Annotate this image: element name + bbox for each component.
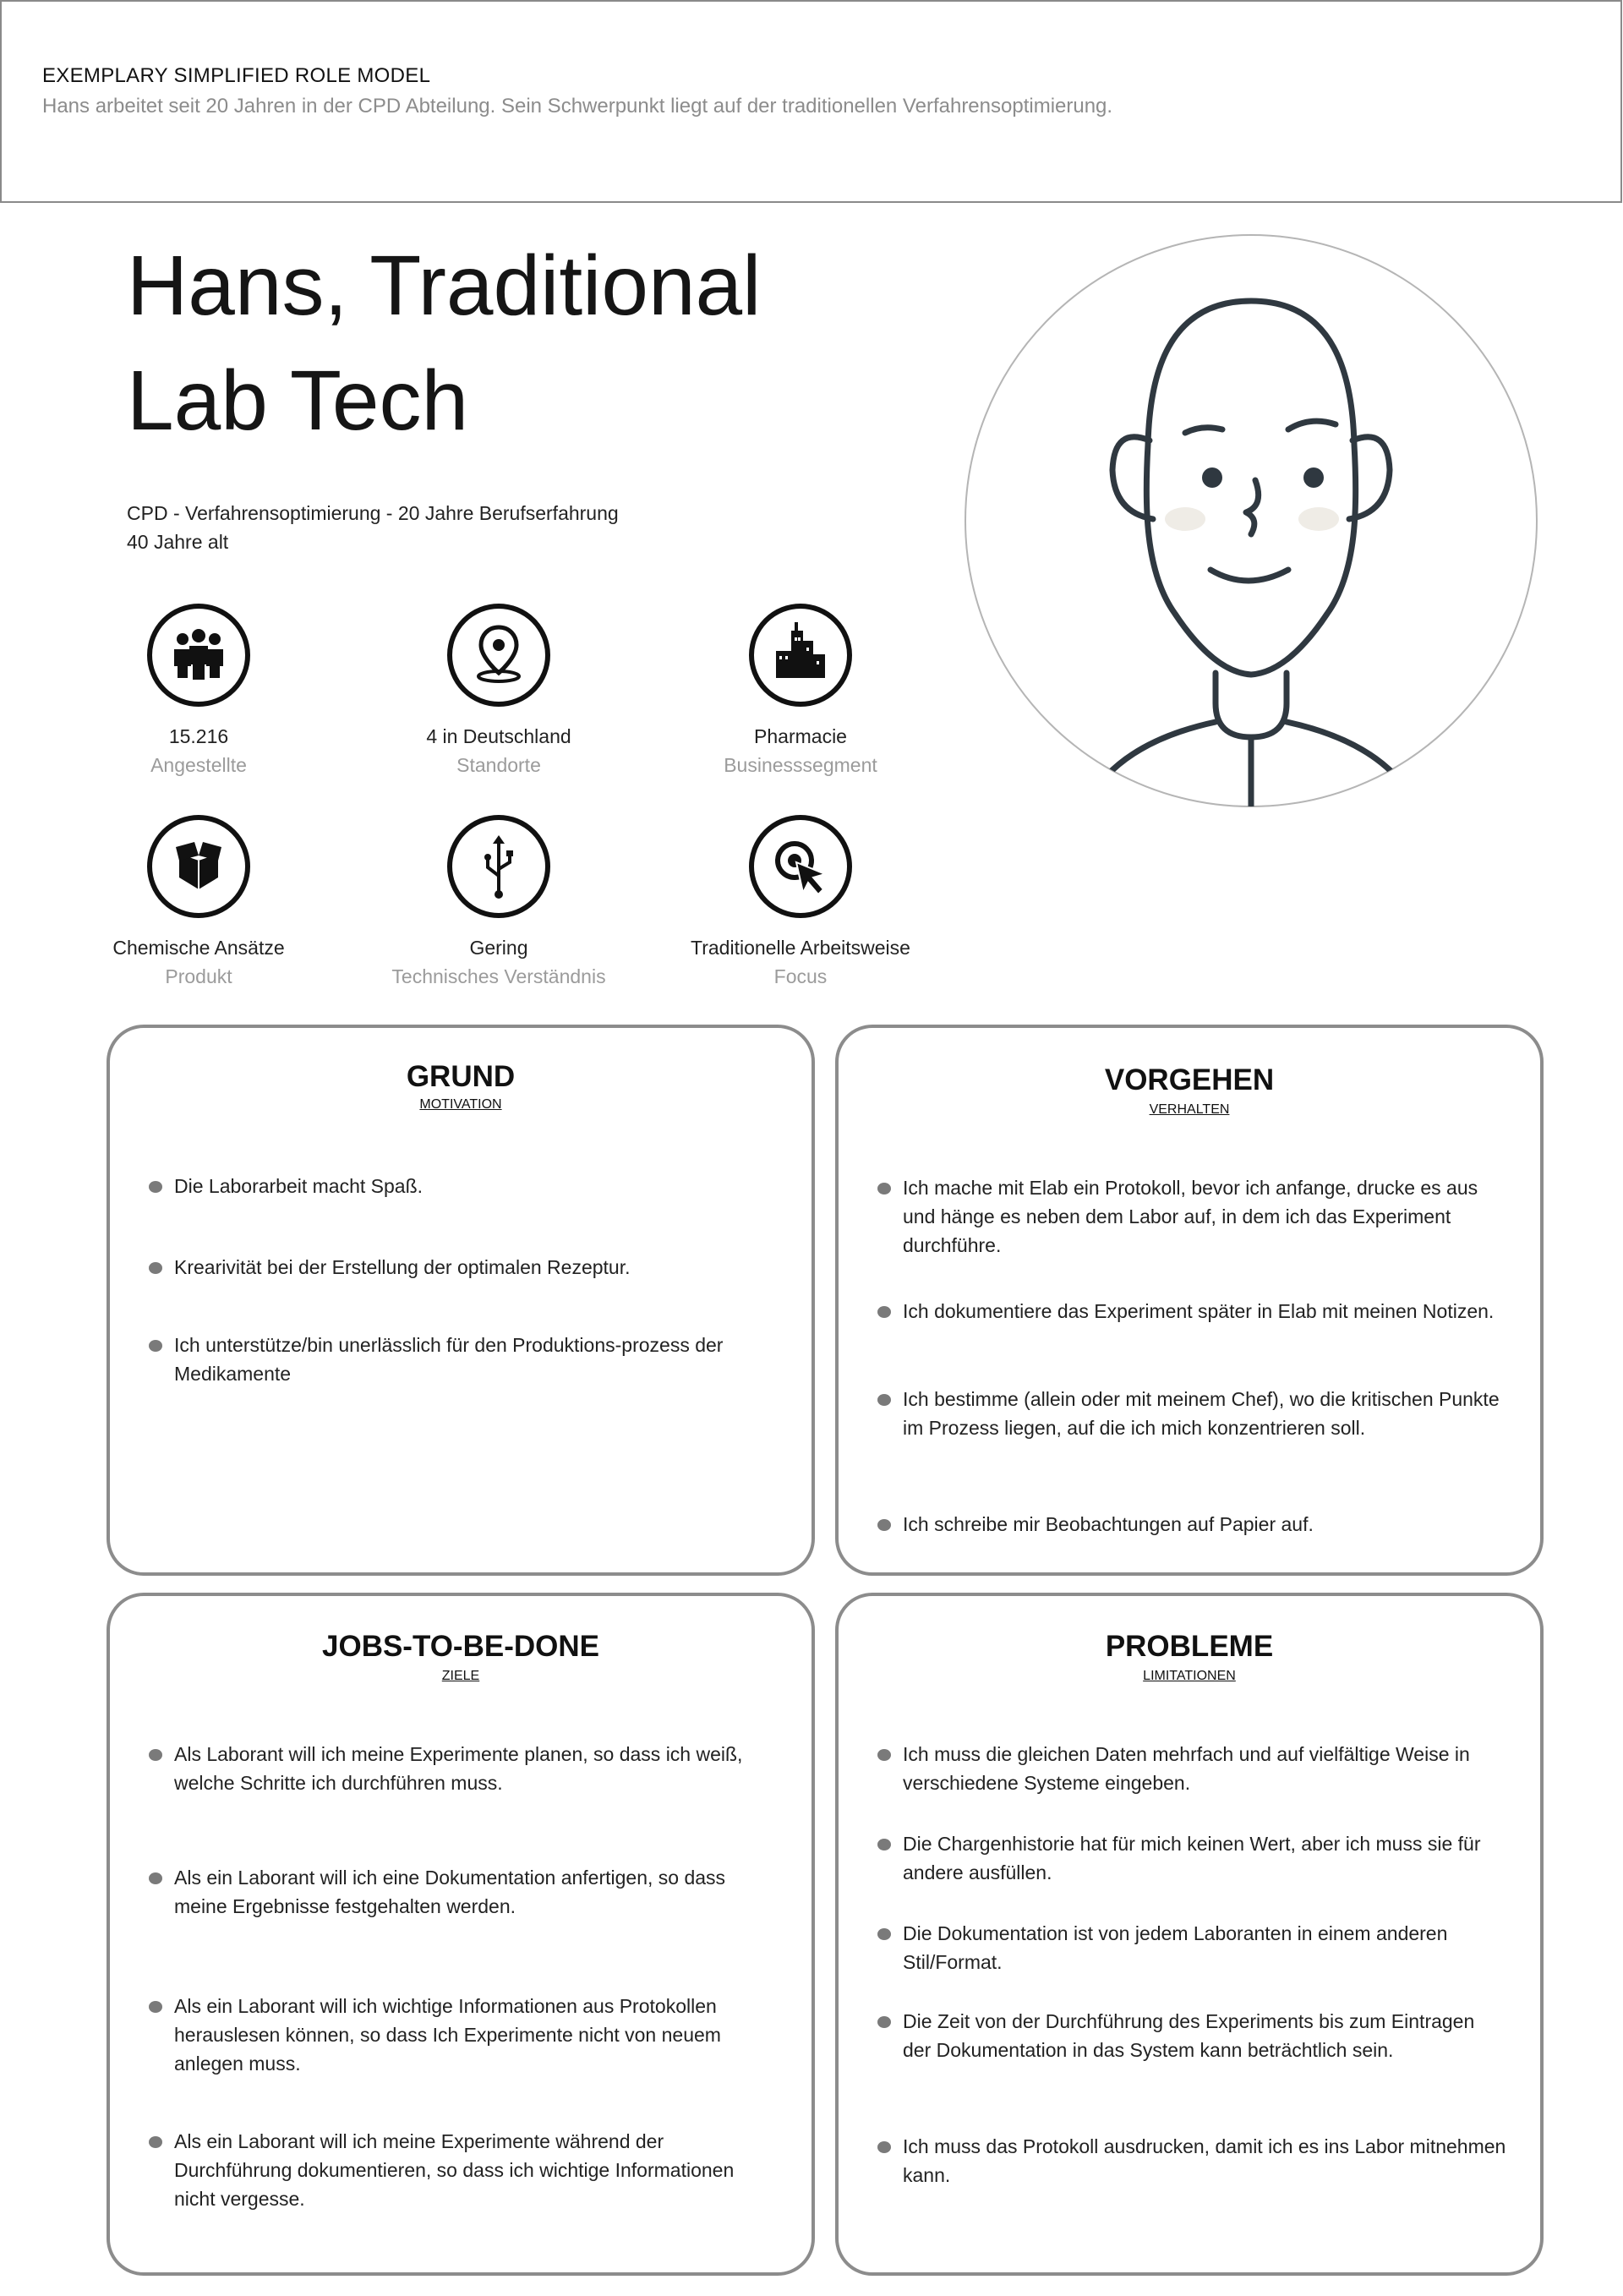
stat-value: Chemische Ansätze <box>112 937 285 959</box>
header-title: EXEMPLARY SIMPLIFIED ROLE MODEL <box>42 64 431 87</box>
stat-value: 4 in Deutschland <box>426 725 571 747</box>
location-pin-icon <box>445 602 552 708</box>
stat-technical <box>363 813 634 991</box>
avatar <box>964 233 1538 808</box>
card-list <box>110 1596 812 2272</box>
list-item: Ich mache mit Elab ein Protokoll, bevor ich anfange, drucke es aus und hänge es neben dem Labor auf, in dem ich das Experiment durchführe. <box>903 1173 1506 1260</box>
list-item: Als ein Laborant will ich wichtige Informationen aus Protokollen herauslesen können, so dass Ich Experimente nicht von neuem anlegen muss. <box>174 1992 778 2078</box>
header-box <box>0 0 1622 203</box>
persona-name <box>127 228 761 458</box>
card-grund <box>107 1025 815 1576</box>
list-item: Als ein Laborant will ich meine Experimente während der Durchführung dokumentieren, so dass ich wichtige Informationen nicht vergesse. <box>174 2127 778 2213</box>
stat-label: Standorte <box>456 754 541 776</box>
stat-value: Pharmacie <box>754 725 847 747</box>
card-subtitle: LIMITATIONEN <box>1143 1669 1236 1683</box>
card-list <box>839 1596 1540 2272</box>
list-item: Ich dokumentiere das Experiment später in Elab mit meinen Notizen. <box>903 1297 1506 1326</box>
stat-label: Technisches Verständnis <box>391 965 606 987</box>
card-probleme <box>835 1593 1544 2276</box>
persona-role: CPD - Verfahrensoptimierung - 20 Jahre Berufserfahrung <box>127 502 619 524</box>
card-title: JOBS-TO-BE-DONE <box>322 1630 599 1663</box>
card-list <box>110 1028 812 1572</box>
list-item: Als Laborant will ich meine Experimente planen, so dass ich weiß, welche Schritte ich durchführen muss. <box>174 1740 778 1797</box>
list-item: Die Laborarbeit macht Spaß. <box>174 1172 778 1200</box>
list-item: Ich bestimme (allein oder mit meinem Chef), wo die kritischen Punkte im Prozess liegen, auf die ich mich konzentrieren soll. <box>903 1385 1506 1442</box>
stat-employees <box>63 602 334 779</box>
list-item: Krearivität bei der Erstellung der optimalen Rezeptur. <box>174 1253 778 1282</box>
card-title: VORGEHEN <box>1104 1063 1275 1096</box>
card-vorgehen <box>835 1025 1544 1576</box>
target-cursor-icon <box>747 813 854 920</box>
list-item: Ich unterstütze/bin unerlässlich für den Produktions-prozess der Medikamente <box>174 1331 778 1388</box>
card-subtitle: MOTIVATION <box>419 1097 502 1112</box>
stat-value: 15.216 <box>168 725 229 747</box>
list-item: Die Chargenhistorie hat für mich keinen Wert, aber ich muss sie für andere ausfüllen. <box>903 1829 1506 1887</box>
persona-name-line2: Lab Tech <box>127 353 469 448</box>
list-item: Die Zeit von der Durchführung des Experiments bis zum Eintragen der Dokumentation in das System kann beträchtlich sein. <box>903 2007 1506 2064</box>
stat-label: Angestellte <box>150 754 247 776</box>
stat-product <box>63 813 334 991</box>
list-item: Ich schreibe mir Beobachtungen auf Papier auf. <box>903 1510 1506 1539</box>
box-icon <box>145 813 252 920</box>
people-icon <box>145 602 252 708</box>
stat-label: Produkt <box>165 965 232 987</box>
list-item: Die Dokumentation ist von jedem Laboranten in einem anderen Stil/Format. <box>903 1919 1506 1976</box>
usb-icon <box>445 813 552 920</box>
stat-value: Traditionelle Arbeitsweise <box>691 937 910 959</box>
list-item: Ich muss das Protokoll ausdrucken, damit ich es ins Labor mitnehmen kann. <box>903 2132 1506 2189</box>
card-jobs-to-be-done <box>107 1593 815 2276</box>
stat-value: Gering <box>469 937 528 959</box>
stat-label: Focus <box>773 965 828 987</box>
card-subtitle: ZIELE <box>441 1669 480 1683</box>
card-title: GRUND <box>406 1060 516 1093</box>
card-list <box>839 1028 1540 1572</box>
header-subtitle: Hans arbeitet seit 20 Jahren in der CPD Abteilung. Sein Schwerpunkt liegt auf der traditionellen Verfahrensoptimierung. <box>42 95 1113 118</box>
card-title: PROBLEME <box>1105 1630 1274 1663</box>
avatar-face-icon <box>964 233 1538 808</box>
list-item: Als ein Laborant will ich eine Dokumentation anfertigen, so dass meine Ergebnisse festgehalten werden. <box>174 1863 778 1921</box>
persona-name-line1: Hans, Traditional <box>127 238 762 333</box>
list-item: Ich muss die gleichen Daten mehrfach und auf vielfältige Weise in verschiedene Systeme eingeben. <box>903 1740 1506 1797</box>
stat-segment <box>665 602 936 779</box>
stat-label: Businesssegment <box>724 754 877 776</box>
persona-age: 40 Jahre alt <box>127 531 229 553</box>
stat-focus <box>665 813 936 991</box>
buildings-icon <box>747 602 854 708</box>
stat-locations <box>363 602 634 779</box>
card-subtitle: VERHALTEN <box>1149 1102 1230 1117</box>
